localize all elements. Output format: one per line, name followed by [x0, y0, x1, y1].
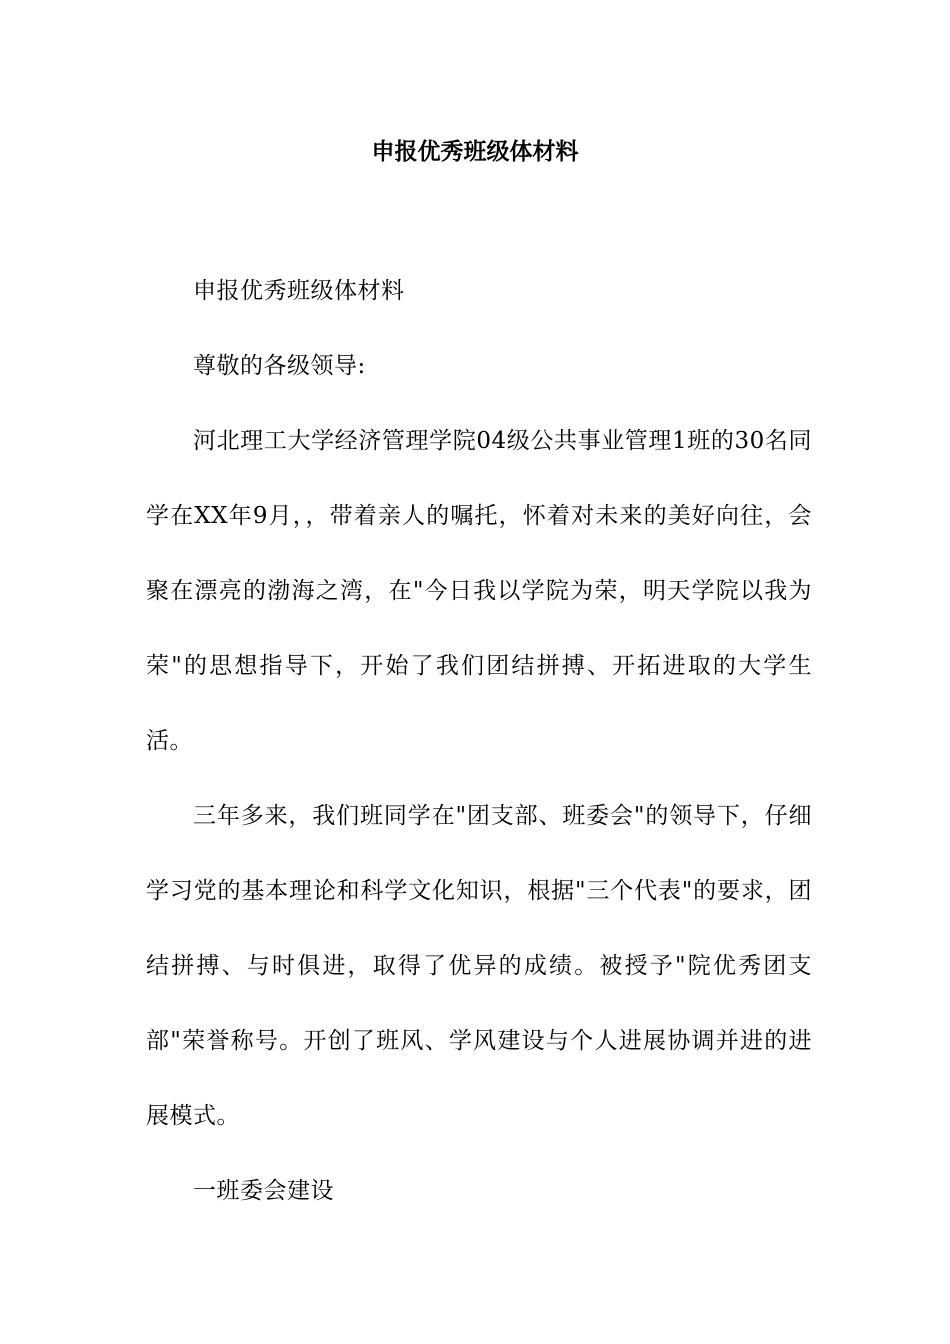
paragraph-introduction: 河北理工大学经济管理学院04级公共事业管理1班的30名同学在XX年9月，，带着亲人的嘱托，怀着对未来的美好向往，会聚在漂亮的渤海之湾，在"今日我以学院为荣，明天学院以我为荣"的思想指导下，开始了我们团结拼搏、开拓进取的大学生活。 [146, 428, 812, 754]
paragraph-heading: 申报优秀班级体材料 [193, 278, 405, 304]
paragraph-achievements: 三年多来，我们班同学在"团支部、班委会"的领导下，仔细学习党的基本理论和科学文化知识，根据"三个代表"的要求，团结拼搏、与时俱进，取得了优异的成绩。被授予"院优秀团支部"荣誉称号。开创了班风、学风建设与个人进展协调并进的进展模式。 [146, 803, 812, 1129]
document-title: 申报优秀班级体材料 [371, 139, 579, 165]
section-heading-class-committee: 一班委会建设 [193, 1178, 334, 1204]
document-body [146, 254, 812, 1229]
paragraph-salutation: 尊敬的各级领导: [193, 353, 366, 379]
